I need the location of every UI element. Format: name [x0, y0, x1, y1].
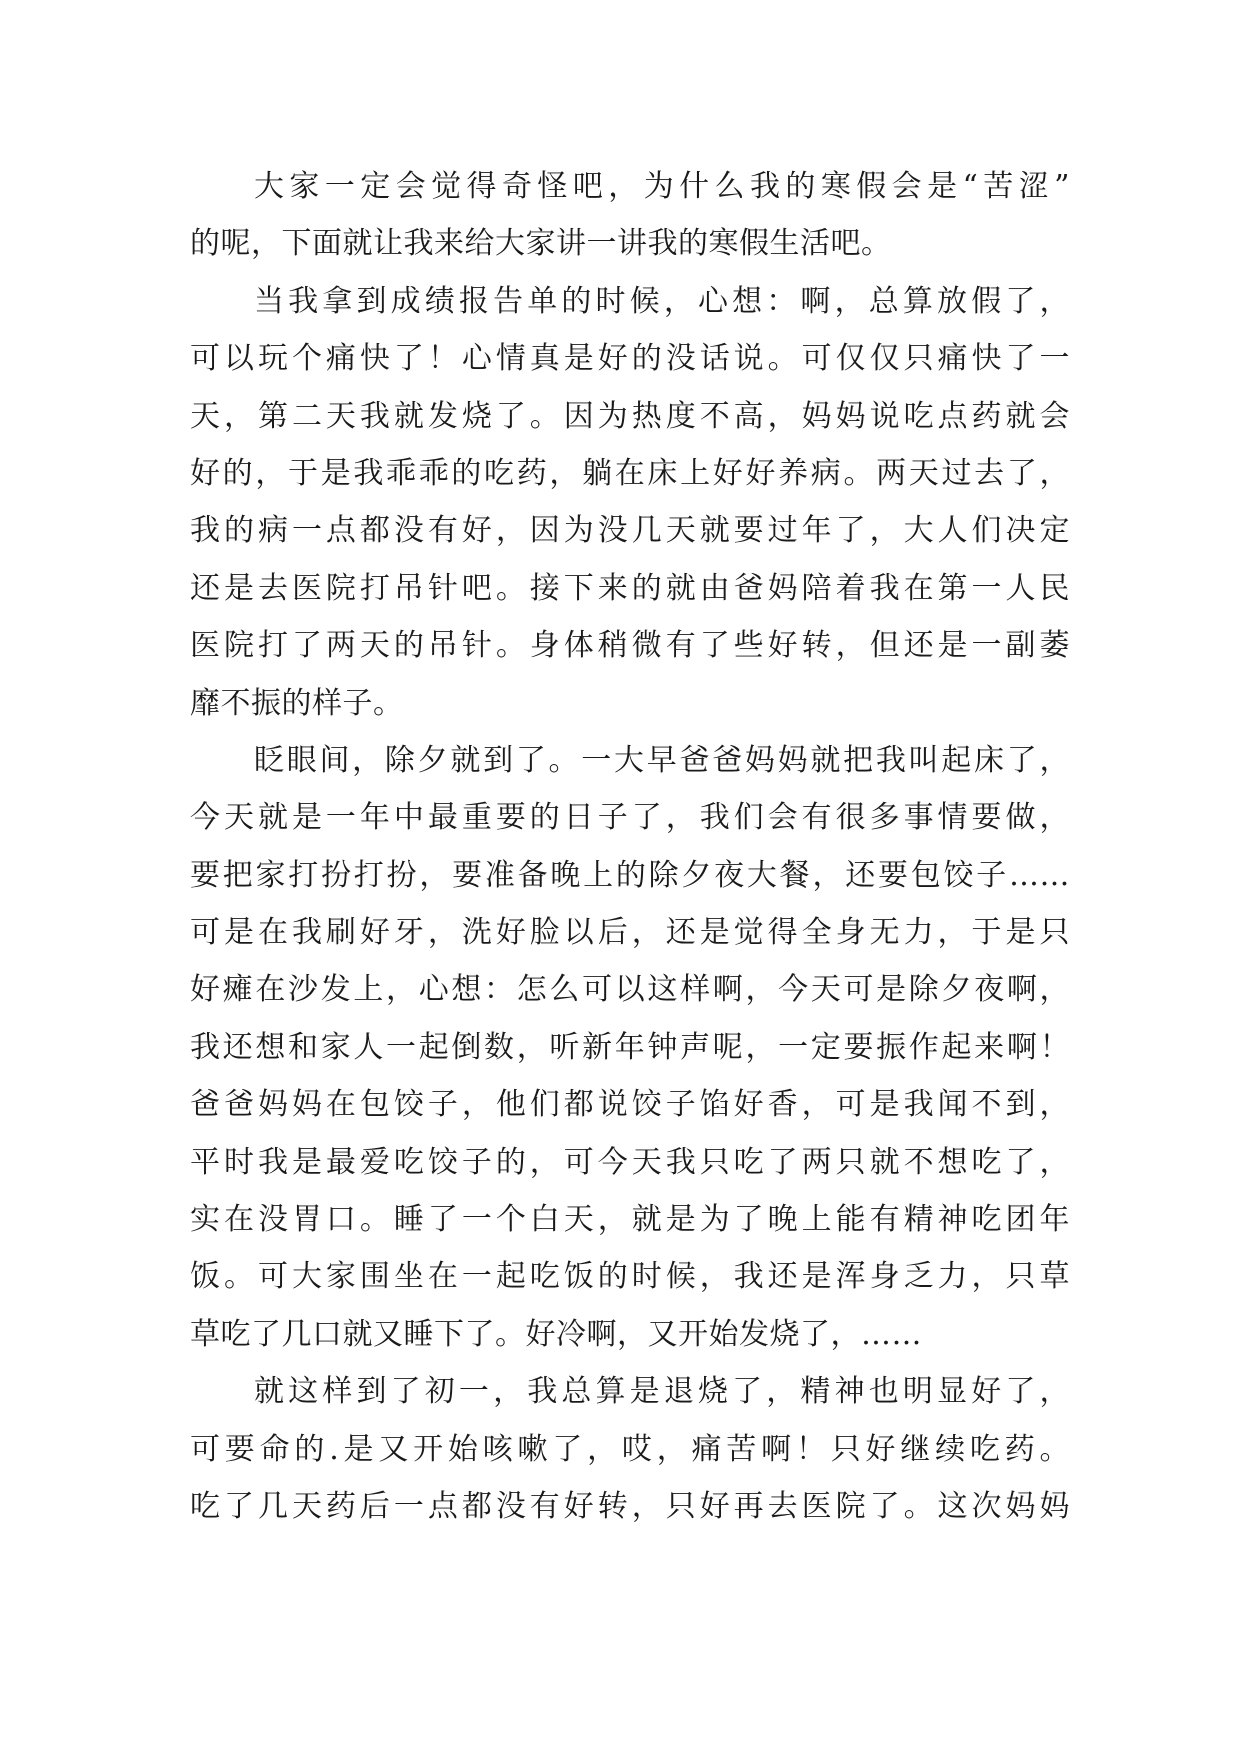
text-line: 草吃了几口就又睡下了。好冷啊，又开始发烧了，……	[190, 1316, 922, 1352]
text-line: 靡不振的样子。	[190, 685, 404, 721]
text-line: 实在没胃口。睡了一个白天，就是为了晚上能有精神吃团年	[190, 1202, 1070, 1238]
essay-body	[190, 158, 1070, 1535]
text-line: 要把家打扮打扮，要准备晚上的除夕夜大餐，还要包饺子……	[190, 857, 1070, 893]
text-line: 可是在我刷好牙，洗好脸以后，还是觉得全身无力，于是只	[190, 915, 1070, 951]
text-line: 平时我是最爱吃饺子的，可今天我只吃了两只就不想吃了，	[190, 1144, 1070, 1180]
text-line: 还是去医院打吊针吧。接下来的就由爸妈陪着我在第一人民	[190, 570, 1070, 606]
text-line: 就这样到了初一，我总算是退烧了，精神也明显好了，	[254, 1374, 1070, 1410]
text-line: 吃了几天药后一点都没有好转，只好再去医院了。这次妈妈	[190, 1488, 1070, 1524]
text-line: 可要命的.是又开始咳嗽了，哎，痛苦啊！只好继续吃药。	[190, 1431, 1070, 1467]
text-line: 我的病一点都没有好，因为没几天就要过年了，大人们决定	[190, 513, 1070, 549]
text-line: 好瘫在沙发上，心想：怎么可以这样啊，今天可是除夕夜啊，	[190, 972, 1070, 1008]
text-line: 的呢，下面就让我来给大家讲一讲我的寒假生活吧。	[190, 226, 892, 262]
text-line: 可以玩个痛快了！心情真是好的没话说。可仅仅只痛快了一	[190, 341, 1070, 377]
text-line: 大家一定会觉得奇怪吧，为什么我的寒假会是“苦涩”	[254, 169, 1070, 204]
text-line: 爸爸妈妈在包饺子，他们都说饺子馅好香，可是我闻不到，	[190, 1087, 1070, 1123]
text-line: 今天就是一年中最重要的日子了，我们会有很多事情要做，	[190, 800, 1070, 836]
text-line: 医院打了两天的吊针。身体稍微有了些好转，但还是一副萎	[190, 628, 1070, 664]
text-line: 饭。可大家围坐在一起吃饭的时候，我还是浑身乏力，只草	[190, 1259, 1070, 1295]
text-line: 我还想和家人一起倒数，听新年钟声呢，一定要振作起来啊！	[190, 1029, 1070, 1065]
text-line: 眨眼间，除夕就到了。一大早爸爸妈妈就把我叫起床了，	[254, 742, 1070, 778]
text-line: 当我拿到成绩报告单的时候，心想：啊，总算放假了，	[254, 283, 1070, 319]
text-line: 天，第二天我就发烧了。因为热度不高，妈妈说吃点药就会	[190, 398, 1070, 434]
text-line: 好的，于是我乖乖的吃药，躺在床上好好养病。两天过去了，	[190, 455, 1070, 491]
